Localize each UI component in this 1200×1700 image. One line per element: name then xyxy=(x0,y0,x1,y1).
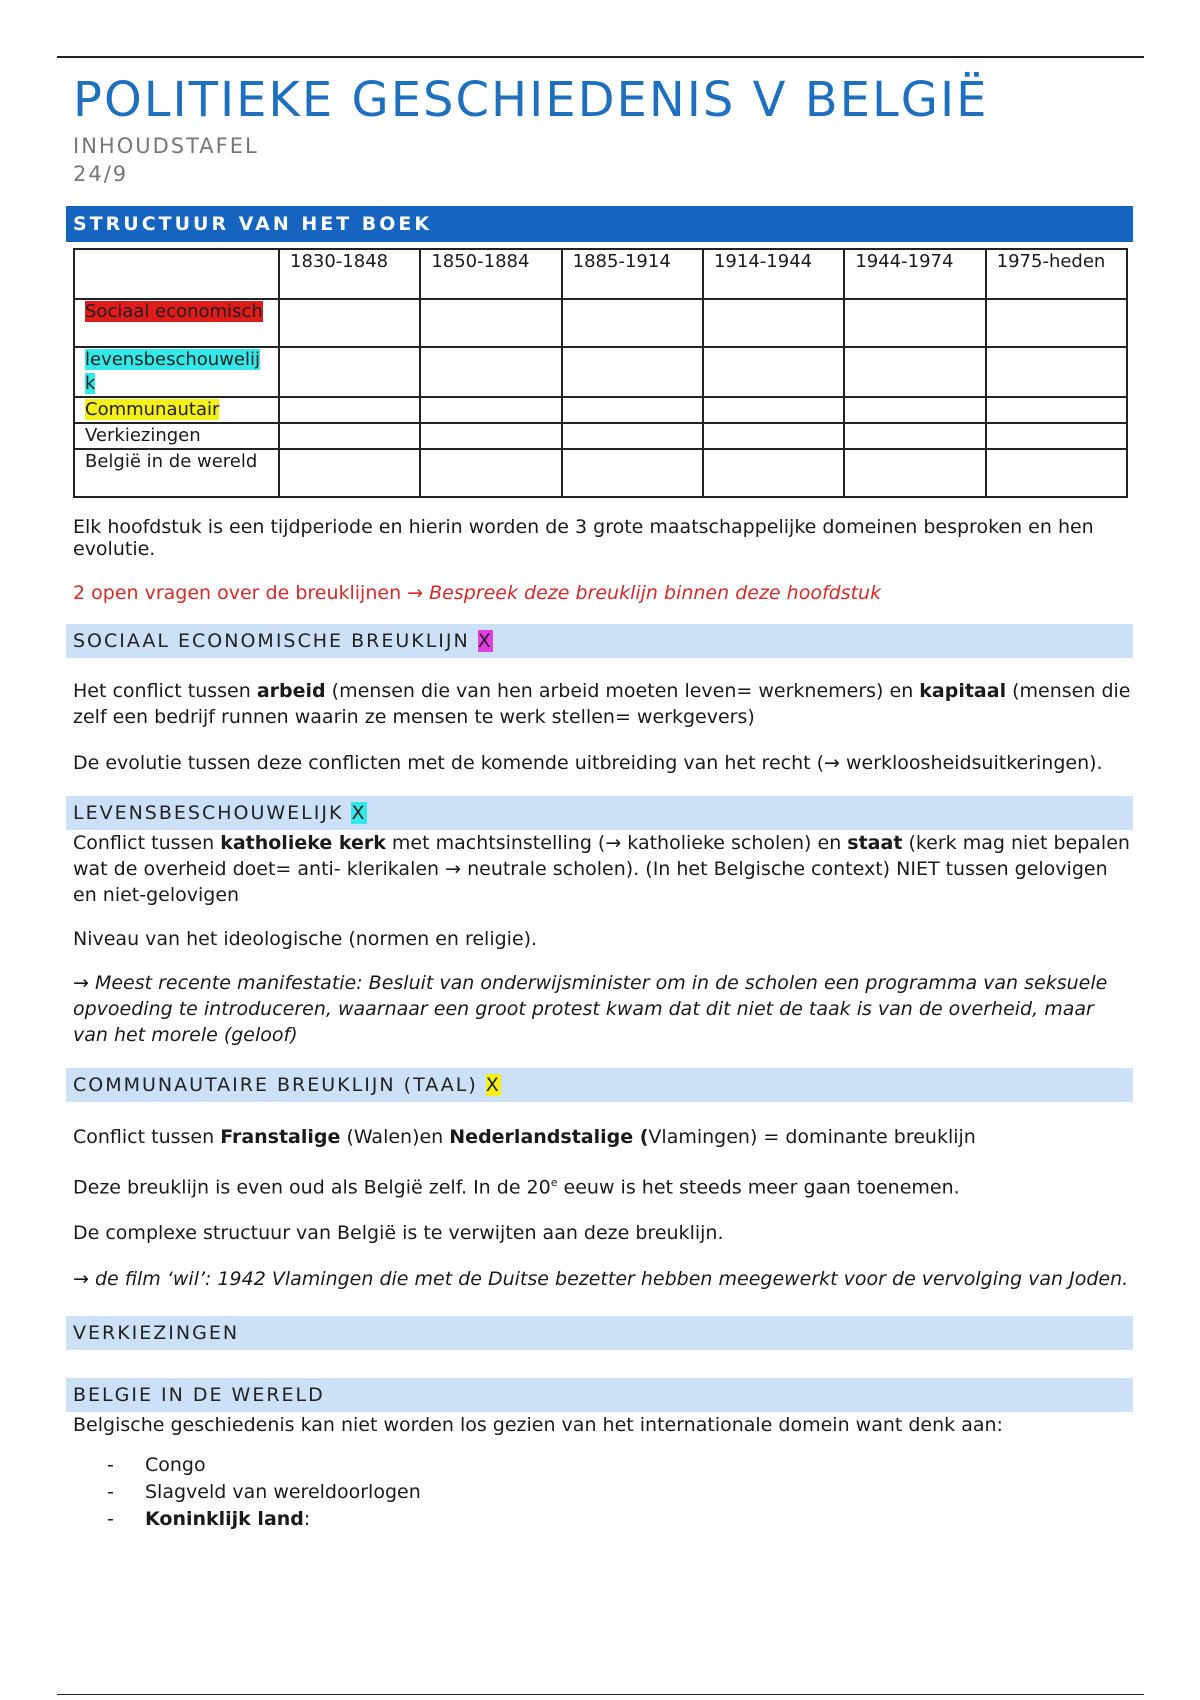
exam-note-text: 2 open vragen over de breuklijnen xyxy=(73,582,408,604)
page-subtitle: INHOUDSTAFEL xyxy=(73,134,259,158)
paragraph: → de film ‘wil’: 1942 Vlamingen die met de Duitse bezetter hebben meegewerkt voor de vervolging van Joden. xyxy=(73,1268,1129,1291)
document-body xyxy=(73,60,1133,1533)
table-cell xyxy=(279,423,420,449)
period-header: 1975-heden xyxy=(986,249,1127,299)
paragraph xyxy=(73,1124,1133,1150)
paragraph xyxy=(73,1170,1133,1200)
exam-note xyxy=(73,580,1133,606)
list-item xyxy=(73,1506,1133,1533)
table-cell xyxy=(703,299,844,347)
table-cell xyxy=(420,449,561,497)
bold-term: Nederlandstalige ( xyxy=(449,1126,649,1148)
table-cell xyxy=(986,397,1127,423)
structure-note: Elk hoofdstuk is een tijdperiode en hierin worden de 3 grote maatschappelijke domeinen besproken en hen evolutie. xyxy=(73,516,1094,560)
bold-term: Koninklijk land xyxy=(145,1508,304,1531)
period-header: 1850-1884 xyxy=(420,249,561,299)
table-cell xyxy=(844,347,985,397)
text-run: Deze breuklijn is even oud als België zelf. In de 20 xyxy=(73,1176,551,1199)
structure-table xyxy=(73,248,1128,498)
text-run: Vlamingen) = dominante breuklijn xyxy=(648,1126,976,1148)
text-run: met machtsinstelling (→ katholieke scholen) en xyxy=(385,832,848,854)
table-header-row xyxy=(74,249,1127,299)
table-row xyxy=(74,397,1127,423)
table-cell xyxy=(703,423,844,449)
bold-term: arbeid xyxy=(256,680,326,702)
table-cell xyxy=(986,449,1127,497)
row-label-cell xyxy=(74,423,279,449)
bold-term: katholieke kerk xyxy=(220,832,386,854)
text-run: Conflict tussen xyxy=(73,832,221,854)
period-header: 1885-1914 xyxy=(562,249,703,299)
row-label: Verkiezingen xyxy=(85,425,201,446)
section-heading-levens xyxy=(66,796,1133,830)
text-run: : xyxy=(303,1508,311,1531)
row-label: levensbeschouwelijk xyxy=(85,349,260,394)
exam-note-italic: → Bespreek deze breuklijn binnen deze hoofdstuk xyxy=(407,582,882,604)
bold-term: kapitaal xyxy=(919,680,1007,702)
table-cell xyxy=(420,299,561,347)
text-run: Conflict tussen xyxy=(73,1126,221,1148)
table-row xyxy=(74,299,1127,347)
paragraph: De complexe structuur van België is te verwijten aan deze breuklijn. xyxy=(73,1222,724,1245)
section-heading-verkiezingen xyxy=(66,1316,1133,1350)
table-cell xyxy=(986,423,1127,449)
table-cell xyxy=(562,299,703,347)
row-label: Sociaal economisch xyxy=(85,301,263,322)
table-cell xyxy=(703,397,844,423)
table-cell xyxy=(703,449,844,497)
structure-heading: STRUCTUUR VAN HET BOEK xyxy=(66,206,1133,242)
table-cell xyxy=(844,449,985,497)
bold-term: staat xyxy=(847,832,903,854)
superscript: e xyxy=(550,1176,558,1189)
table-row xyxy=(74,423,1127,449)
list-item: - Slagveld van wereldoorlogen xyxy=(73,1479,1133,1506)
row-label-cell xyxy=(74,449,279,497)
period-header: 1830-1848 xyxy=(279,249,420,299)
text-run: (kerk mag niet bepalen wat de overheid doet= anti- klerikalen → neutrale scholen). (In het Belgische context) NIET tussen gelovigen en niet-gelovigen xyxy=(73,832,1130,906)
bold-term: Franstalige xyxy=(220,1126,341,1148)
paragraph: → Meest recente manifestatie: Besluit van onderwijsminister om in de scholen een programma van seksuele opvoeding te introduceren, waarnaar een groot protest kwam dat dit niet de taak is van de overheid, maar van het morele (geloof) xyxy=(73,972,1108,1046)
table-cell xyxy=(844,423,985,449)
section-heading-communautair xyxy=(66,1068,1133,1102)
table-cell xyxy=(420,423,561,449)
paragraph xyxy=(73,678,1133,730)
table-cell xyxy=(420,397,561,423)
section-heading-text: COMMUNAUTAIRE BREUKLIJN (TAAL) xyxy=(73,1074,478,1096)
list-item: - Congo xyxy=(73,1452,1133,1479)
table-cell xyxy=(279,449,420,497)
table-cell xyxy=(986,347,1127,397)
paragraph: Niveau van het ideologische (normen en religie). xyxy=(73,928,538,950)
table-cell xyxy=(844,397,985,423)
section-heading-text: BELGIE IN DE WERELD xyxy=(73,1384,325,1407)
section-heading-text: VERKIEZINGEN xyxy=(73,1322,240,1345)
section-heading-text: SOCIAAL ECONOMISCHE BREUKLIJN xyxy=(73,630,470,652)
table-row xyxy=(74,449,1127,497)
section-heading-wereld xyxy=(66,1378,1133,1412)
table-cell xyxy=(562,397,703,423)
paragraph: Belgische geschiedenis kan niet worden los gezien van het internationale domein want denk aan: xyxy=(73,1414,1003,1437)
paragraph: De evolutie tussen deze conflicten met de komende uitbreiding van het recht (→ werkloosheidsuitkeringen). xyxy=(73,752,1103,774)
section-mark: X xyxy=(351,802,367,824)
table-cell xyxy=(279,397,420,423)
period-header: 1914-1944 xyxy=(703,249,844,299)
row-label: België in de wereld xyxy=(85,451,258,472)
table-cell xyxy=(986,299,1127,347)
table-corner-cell xyxy=(74,249,279,299)
text-run: Het conflict tussen xyxy=(73,680,257,702)
footer-rule xyxy=(57,1694,1144,1695)
page-title: POLITIEKE GESCHIEDENIS V BELGIË xyxy=(73,72,989,128)
section-heading-socio xyxy=(66,624,1133,658)
paragraph xyxy=(73,830,1133,908)
section-mark: X xyxy=(477,630,493,652)
page-date: 24/9 xyxy=(73,162,129,186)
table-cell xyxy=(279,299,420,347)
row-label-cell xyxy=(74,299,279,347)
text-run: (mensen die zelf een bedrijf runnen waarin ze mensen te werk stellen= werkgevers) xyxy=(73,680,1131,728)
text-run: (mensen die van hen arbeid moeten leven= werknemers) en xyxy=(325,680,920,702)
table-row xyxy=(74,347,1127,397)
section-heading-text: LEVENSBESCHOUWELIJK xyxy=(73,802,344,824)
table-cell xyxy=(703,347,844,397)
table-cell xyxy=(562,423,703,449)
text-run: (Walen)en xyxy=(340,1126,450,1148)
table-cell xyxy=(279,347,420,397)
text-run: eeuw is het steeds meer gaan toenemen. xyxy=(557,1176,960,1199)
row-label-cell xyxy=(74,347,279,397)
table-cell xyxy=(562,449,703,497)
table-cell xyxy=(844,299,985,347)
table-cell xyxy=(562,347,703,397)
dash-list xyxy=(73,1452,1133,1533)
table-cell xyxy=(420,347,561,397)
period-header: 1944-1974 xyxy=(844,249,985,299)
row-label-cell xyxy=(74,397,279,423)
header-rule xyxy=(57,56,1144,58)
row-label: Communautair xyxy=(85,399,220,420)
section-mark: X xyxy=(485,1074,501,1096)
